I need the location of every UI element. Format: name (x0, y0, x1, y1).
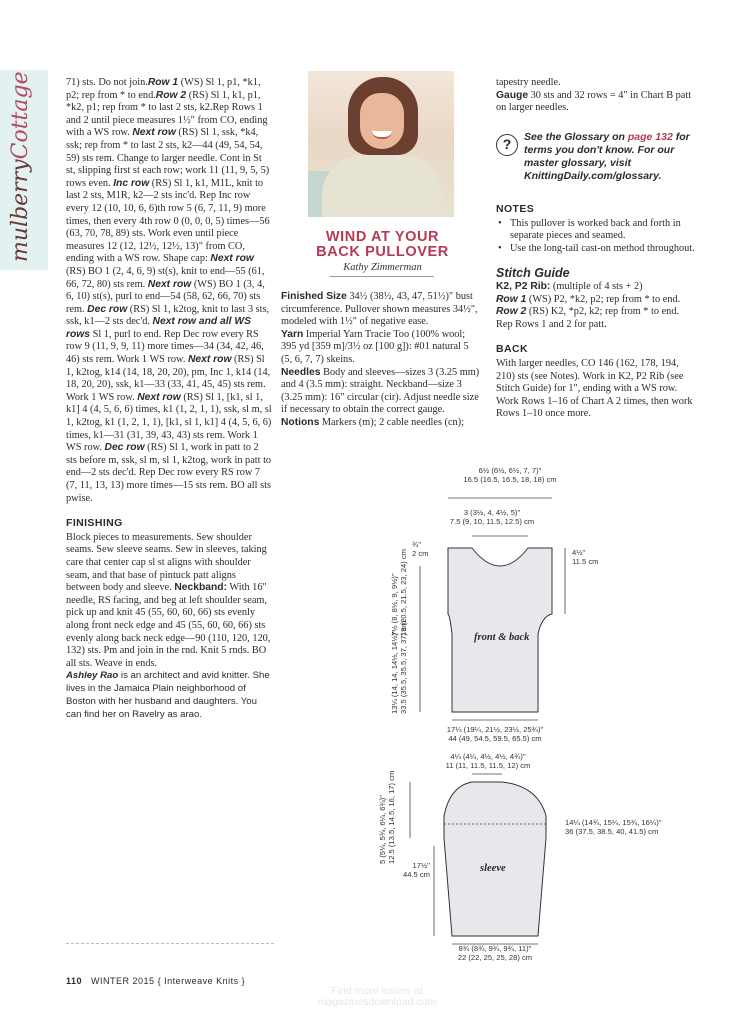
spec-label: Needles (281, 366, 321, 378)
text-run: Markers (m); 2 cable needles (cn); (319, 416, 464, 428)
sleeve-length-label (400, 861, 430, 879)
text-run: (WS) Sl 1, p1, *k1, p2; rep from * to end. (66, 77, 261, 101)
back-text: With larger needles, CO 146 (162, 178, 194, 210) sts (see Notes). Work in K2, P2 Rib (see Stitch Guide) for 1", ending with a WS row. Work Rows 1–16 of Chart A 2 times, then work Rows 1–10 once more. (496, 357, 693, 420)
neck-cm: 7.5 (9, 10, 11.5, 12.5) cm (449, 517, 535, 526)
back-heading: BACK (496, 343, 528, 356)
spec-item (281, 291, 478, 327)
sleeve-shape (444, 782, 546, 936)
schematic (360, 466, 720, 966)
glossary-callout (496, 131, 706, 183)
question-icon: ? (496, 134, 518, 156)
text-run: (RS) Sl 1, ssk, *k4, ssk; rep from * to last 2 sts, k2—44 (49, 54, 54, 59) sts rem. Change to larger needle. Cont in St st, slipping first st each row; work 11 (11, 9, 5, 5) rows even. (66, 127, 270, 189)
title-line-2: BACK PULLOVER (316, 244, 449, 260)
rib-label: K2, P2 Rib: (496, 280, 551, 292)
glossary-pre: See the Glossary on (524, 131, 628, 143)
sleeve-top-in: 4¼ (4¼, 4½, 4½, 4¾)" (450, 752, 526, 761)
pattern-title (300, 230, 465, 260)
rib-row (496, 294, 698, 307)
body-length-cm: 33.5 (35.5, 35.5, 37, 37) cm (399, 620, 408, 714)
sleeve-cap-cm: 12.5 (13.5, 14.5, 16, 17) cm (387, 770, 396, 864)
width-in: 17¼ (19¼, 21½, 23½, 25¾)" (446, 725, 544, 734)
section-tab-word1: mulberry (8, 159, 33, 262)
photo-face (360, 93, 404, 149)
left-column (66, 77, 272, 722)
sleeve-cap-in: 5 (5¼, 5¾, 6¼, 6¾)" (378, 795, 387, 864)
watermark (262, 986, 492, 1008)
row-label: Inc row (113, 177, 150, 189)
row-label: Next row (187, 354, 232, 366)
text-run: 34½ (38½, 43, 47, 51½)" bust circumference. Pullover shown measures 34½", modeled with 1½" of negative ease. (281, 291, 478, 328)
spec-item (281, 417, 464, 428)
text-run: (RS) Sl 1, k2tog, k14 (14, 18, 20, 20), pm, Inc 1, k14 (14, 18, 20, 20), ssk, k1—33 (33, 41, 45, 45) sts rem. Work 1 WS row. (66, 354, 271, 403)
bio-text: is an architect and avid knitter. She lives in the Jamaica Plain neighborhood of Boston with her husband and daughters. You can find her on Ravelry as arao. (66, 670, 270, 720)
upper-arm-label (565, 818, 661, 836)
note-item: • Use the long-tail cast-on method throughout. (496, 243, 698, 256)
top-width-in: 6½ (6½, 6½, 7, 7)" (478, 466, 542, 475)
spec-item (281, 329, 469, 365)
text-run: (RS) Sl 1, k1, M1L, knit to last 2 sts, M1R, k2—2 sts inc'd. Rep Inc row every 12 (10, 10, 6, 6)th row 5 (6, 7, 11, 9) more times, then every 4th row 0 (0, 0, 0, 5) times—56 (63, 70, 78, 89) sts. Work even until piece measures 12 (12, 12½, 12½, 13)" from CO, ending with a WS row. Shape cap: (66, 177, 270, 265)
designer-byline: Kathy Zimmerman (343, 262, 422, 273)
top-width-cm: 16.5 (16.5, 16.5, 18, 18) cm (463, 475, 557, 484)
row-label: Next row (210, 253, 254, 265)
neck-drop-cm: 2 cm (412, 549, 429, 558)
byline-rule (330, 276, 434, 277)
text-run: (RS) Sl 1, k1, p1, *k2, p1; rep from * to last 2 sts, k2. (66, 89, 261, 114)
text-run: (WS) BO 1 (3, 4, 6, 10) st(s), purl to end—54 (58, 62, 66, 70) sts rem. (66, 278, 265, 315)
width-label (415, 725, 575, 743)
rib-row-label: Row 2 (496, 306, 527, 318)
row-label: Row 1 (147, 77, 179, 88)
right-column (496, 77, 698, 115)
watermark-line-1: Find more issues at (331, 985, 423, 997)
gauge-text (496, 90, 698, 115)
upper-arm-in: 14¼ (14¾, 15¼, 15¾, 16¼)" (565, 818, 662, 827)
spec-label: Finished Size (281, 291, 347, 302)
text-run: (RS) Sl 1, work in patt to 2 sts before m, ssk, sl m, sl 1, k2tog, work in patt to end—2 sts dec'd. Rep Dec row every RS row 7 (7, 11, 13, 13) more times—15 sts rem. BO all sts pwise. (66, 442, 272, 504)
armhole-cm: 11.5 cm (572, 557, 599, 566)
tapestry-text: tapestry needle. (496, 77, 561, 88)
glossary-page-link[interactable]: page 132 (627, 131, 673, 143)
text-run: (RS) Sl 1, [k1, sl 1, k1] 4 (4, 5, 6, 6) times, k1 (1, 2, 1, 1), ssk, sl m, sl 1, k2tog, k1 (1, 2, 1, 1), [k1, sl 1, k1] 4 (4, 5, 6, 6) times, k1—31 (31, 39, 43, 43) sts rem. Work 1 WS row. (66, 391, 272, 454)
rib-row-label: Row 1 (496, 293, 527, 305)
sleeve-label: sleeve (480, 863, 506, 874)
designer-bio (66, 670, 272, 721)
gauge-label: Gauge (496, 89, 529, 101)
finishing-body: Block pieces to measurements. Sew shoulder seams. Sew sleeve seams. Sew in sleeves, taking care that center cap sl st aligns with shoulder seam, and that base of pintuck patt aligns between body and sleeve. (66, 531, 267, 594)
finishing-heading: FINISHING (66, 517, 123, 530)
rib-row-text: Rep Rows 1 and 2 for patt. (496, 318, 607, 330)
rib-line (496, 281, 698, 294)
publication-name: { Interweave Knits } (157, 976, 246, 986)
model-photo (308, 71, 454, 217)
rib-row (496, 319, 698, 332)
rib-text: (multiple of 4 sts + 2) (550, 280, 643, 292)
front-back-label: front & back (474, 632, 530, 643)
cuff-in: 8¾ (8¾, 9¾, 9¾, 11)" (458, 944, 532, 953)
armhole-label (572, 548, 598, 566)
rib-row-text: (RS) K2, *p2, k2; rep from * to end. (526, 306, 680, 318)
row-label: Dec row (87, 303, 128, 315)
left-pattern-text (66, 77, 272, 505)
glossary-post: for terms you don't know. For our master glossary, visit KnittingDaily.com/glossary. (524, 131, 690, 182)
row-label: Next row (137, 391, 181, 403)
footer-rule (66, 943, 274, 944)
rib-row-text: (WS) P2, *k2, p2; rep from * to end. (526, 293, 681, 305)
row-label: Row 2 (155, 89, 187, 101)
notes-heading: NOTES (496, 203, 535, 215)
row-label: Dec row (104, 442, 145, 454)
width-cm: 44 (49, 54.5, 59.5, 65.5) cm (448, 734, 542, 743)
row-label: Next row (147, 278, 192, 290)
spec-label: Notions (281, 416, 320, 428)
issue-label: WINTER 2015 (91, 976, 155, 986)
watermark-line-2: magazinesdownload.com (317, 996, 437, 1008)
neck-in: 3 (3½, 4, 4½, 5)" (463, 508, 521, 517)
neck-drop-label (412, 540, 428, 558)
title-line-1: WIND AT YOUR (325, 229, 440, 245)
body-length-label (390, 621, 408, 714)
sleeve-length-cm: 44.5 cm (402, 870, 430, 879)
cuff-label (415, 944, 575, 962)
text-run: Rep Rows 1 and 2 until piece measures 1½" from CO, ending with a WS row. (66, 102, 268, 139)
spec-label: Yarn (281, 328, 304, 340)
text-run: (RS) BO 1 (2, 4, 6, 9) st(s), knit to end—55 (61, 66, 72, 80) sts rem. (66, 265, 265, 290)
bio-name: Ashley Rao (66, 670, 119, 682)
sleeve-top-label (408, 752, 568, 770)
cuff-cm: 22 (22, 25, 25, 28) cm (457, 953, 533, 962)
neck-drop-in: ¾" (412, 540, 422, 549)
finishing-text (66, 532, 272, 671)
folio (66, 976, 245, 986)
sleeve-cap-label (378, 771, 396, 864)
photo-sweater (322, 155, 442, 217)
middle-column (281, 291, 482, 430)
section-tab-label (8, 71, 38, 262)
gauge-body: 30 sts and 32 rows = 4" in Chart B patt on larger needles. (496, 89, 692, 114)
armhole-in: 4½" (572, 548, 586, 557)
text-run: (RS) Sl 1, k2tog, knit to last 3 sts, ssk, k1—2 sts dec'd. (66, 303, 270, 328)
rib-row (496, 306, 698, 319)
stitch-guide-heading: Stitch Guide (496, 266, 570, 281)
text-run: Imperial Yarn Tracie Too (100% wool; 395 yd [359 m]/3½ oz [100 g]): #01 natural 5 (5, 6, 7, 7) skeins. (281, 328, 469, 365)
body-length-in: 13¼ (14, 14, 14½, 14½)" (390, 630, 399, 714)
notes-list (496, 218, 698, 256)
upper-arm-cm: 36 (37.5, 38.5, 40, 41.5) cm (565, 827, 659, 836)
yoke-cm: 19 (20.5, 21.5, 23, 24) cm (399, 549, 408, 636)
text-run: Body and sleeves—sizes 3 (3.25 mm) and 4 (3.5 mm): straight. Neckband—size 3 (3.25 mm): 16" circular (cir). Adjust needle size if necessary to obtain the correct gauge. (281, 366, 480, 416)
row-label: Next row (132, 127, 176, 139)
page-number: 110 (66, 976, 83, 986)
neckband-label: Neckband: (174, 582, 228, 594)
right-column-lower (496, 203, 698, 421)
text-run: Sl 1, purl to end. Rep Dec row every RS row 9 (11, 9, 9, 11) more times—34 (34, 42, 46, 46) sts rem. Work 1 WS row. (66, 328, 264, 366)
body-shape (448, 548, 552, 712)
neckband-text: With 16" needle, RS facing, and beg at left shoulder seam, pick up and knit 45 (55, 60, 60, 66) sts evenly along front neck edge and 45 (55, 60, 60, 66) sts evenly along back neck edge—90 (110, 120, 120, 132) sts. Pm and join in the rnd. Knit 5 rnds. BO all sts. Weave in ends. (66, 582, 271, 669)
neck-label (412, 508, 572, 526)
sleeve-top-cm: 11 (11, 11.5, 11.5, 12) cm (445, 761, 531, 770)
note-item: • This pullover is worked back and forth in separate pieces and seamed. (496, 218, 698, 243)
text-run: 71) sts. Do not join. (66, 77, 148, 88)
top-width-label (430, 466, 590, 484)
specs-text (281, 291, 482, 430)
section-tab-word2: Cottage (8, 71, 33, 160)
row-label: Next row and all WS rows (66, 316, 251, 340)
sleeve-length-in: 17½" (412, 861, 430, 870)
yoke-in: 7½ (8, 8½, 9, 9½)" (390, 573, 399, 636)
spec-item (281, 367, 479, 416)
